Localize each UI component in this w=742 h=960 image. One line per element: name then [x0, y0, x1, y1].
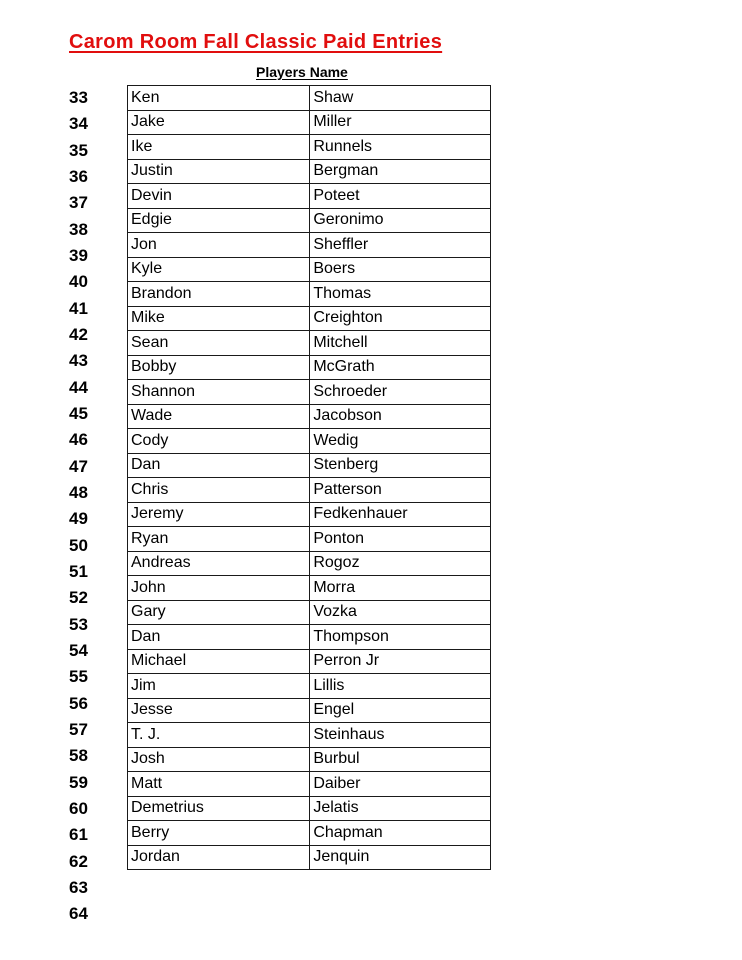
first-name-cell: Jordan [128, 845, 310, 870]
last-name-cell: Patterson [310, 478, 491, 503]
table-row [128, 796, 491, 821]
entry-number: 53 [69, 614, 88, 634]
table-row [128, 502, 491, 527]
column-heading-players-name: Players Name [256, 64, 348, 80]
last-name-cell: Shaw [310, 86, 491, 111]
entry-number: 63 [69, 877, 88, 897]
table-row [128, 723, 491, 748]
last-name-cell: Mitchell [310, 331, 491, 356]
entry-number: 58 [69, 746, 88, 766]
first-name-cell: Matt [128, 772, 310, 797]
first-name-cell: Ryan [128, 527, 310, 552]
first-name-cell: Mike [128, 306, 310, 331]
first-name-cell: Sean [128, 331, 310, 356]
last-name-cell: Steinhaus [310, 723, 491, 748]
last-name-cell: Jenquin [310, 845, 491, 870]
table-row [128, 282, 491, 307]
table-row [128, 110, 491, 135]
table-row [128, 845, 491, 870]
first-name-cell: Gary [128, 600, 310, 625]
last-name-cell: Jelatis [310, 796, 491, 821]
last-name-cell: Perron Jr [310, 649, 491, 674]
first-name-cell: Ken [128, 86, 310, 111]
last-name-cell: Poteet [310, 184, 491, 209]
first-name-cell: Demetrius [128, 796, 310, 821]
table-row [128, 698, 491, 723]
table-row [128, 649, 491, 674]
first-name-cell: Chris [128, 478, 310, 503]
first-name-cell: Jim [128, 674, 310, 699]
entry-number: 61 [69, 825, 88, 845]
first-name-cell: Ike [128, 135, 310, 160]
table-row [128, 674, 491, 699]
table-row [128, 184, 491, 209]
table-row [128, 478, 491, 503]
entry-number: 39 [69, 245, 88, 265]
first-name-cell: Dan [128, 453, 310, 478]
first-name-cell: Cody [128, 429, 310, 454]
first-name-cell: Wade [128, 404, 310, 429]
last-name-cell: Schroeder [310, 380, 491, 405]
first-name-cell: Shannon [128, 380, 310, 405]
entry-number: 62 [69, 851, 88, 871]
first-name-cell: Jake [128, 110, 310, 135]
table-row [128, 551, 491, 576]
first-name-cell: John [128, 576, 310, 601]
last-name-cell: Bergman [310, 159, 491, 184]
table-row [128, 527, 491, 552]
table-row [128, 380, 491, 405]
last-name-cell: Thomas [310, 282, 491, 307]
entry-number: 51 [69, 561, 88, 581]
entry-number: 43 [69, 351, 88, 371]
first-name-cell: Bobby [128, 355, 310, 380]
last-name-cell: Geronimo [310, 208, 491, 233]
first-name-cell: Josh [128, 747, 310, 772]
entry-number: 34 [69, 114, 88, 134]
last-name-cell: Creighton [310, 306, 491, 331]
entry-number: 45 [69, 403, 88, 423]
table-row [128, 404, 491, 429]
table-row [128, 747, 491, 772]
last-name-cell: Morra [310, 576, 491, 601]
last-name-cell: Daiber [310, 772, 491, 797]
first-name-cell: Jeremy [128, 502, 310, 527]
entry-number: 49 [69, 509, 88, 529]
entry-number: 41 [69, 298, 88, 318]
last-name-cell: Sheffler [310, 233, 491, 258]
table-row [128, 135, 491, 160]
first-name-cell: Edgie [128, 208, 310, 233]
entry-number: 47 [69, 456, 88, 476]
entry-number: 44 [69, 377, 88, 397]
first-name-cell: Jesse [128, 698, 310, 723]
entry-number: 48 [69, 482, 88, 502]
entry-number: 36 [69, 166, 88, 186]
first-name-cell: Justin [128, 159, 310, 184]
last-name-cell: Stenberg [310, 453, 491, 478]
last-name-cell: Engel [310, 698, 491, 723]
table-row [128, 208, 491, 233]
table-row [128, 257, 491, 282]
table-row [128, 159, 491, 184]
entry-number: 54 [69, 640, 88, 660]
entry-number: 33 [69, 88, 88, 107]
last-name-cell: Thompson [310, 625, 491, 650]
entry-number: 40 [69, 272, 88, 292]
table-row [128, 576, 491, 601]
last-name-cell: Lillis [310, 674, 491, 699]
table-row [128, 355, 491, 380]
first-name-cell: Dan [128, 625, 310, 650]
last-name-cell: Ponton [310, 527, 491, 552]
table-row [128, 625, 491, 650]
entry-number: 64 [69, 904, 88, 924]
page-title: Carom Room Fall Classic Paid Entries [69, 31, 443, 53]
entry-number-row [0, 875, 742, 901]
first-name-cell: Kyle [128, 257, 310, 282]
entry-number: 57 [69, 719, 88, 739]
first-name-cell: Brandon [128, 282, 310, 307]
last-name-cell: Fedkenhauer [310, 502, 491, 527]
last-name-cell: Miller [310, 110, 491, 135]
entry-number: 55 [69, 667, 88, 687]
entry-number: 37 [69, 193, 88, 213]
entry-number: 52 [69, 588, 88, 608]
first-name-cell: Berry [128, 821, 310, 846]
last-name-cell: Vozka [310, 600, 491, 625]
entry-number: 38 [69, 219, 88, 239]
table-row [128, 306, 491, 331]
first-name-cell: Andreas [128, 551, 310, 576]
last-name-cell: Rogoz [310, 551, 491, 576]
entry-number: 35 [69, 140, 88, 160]
first-name-cell: Michael [128, 649, 310, 674]
entry-number-row [0, 901, 742, 927]
table-row [128, 86, 491, 111]
table-row [128, 453, 491, 478]
entry-number: 56 [69, 693, 88, 713]
table-row [128, 233, 491, 258]
entry-number: 42 [69, 324, 88, 344]
first-name-cell: Devin [128, 184, 310, 209]
last-name-cell: Burbul [310, 747, 491, 772]
table-row [128, 821, 491, 846]
last-name-cell: Wedig [310, 429, 491, 454]
entry-number: 50 [69, 535, 88, 555]
last-name-cell: Chapman [310, 821, 491, 846]
table-row [128, 331, 491, 356]
entry-number: 46 [69, 430, 88, 450]
last-name-cell: McGrath [310, 355, 491, 380]
last-name-cell: Boers [310, 257, 491, 282]
entry-number: 60 [69, 798, 88, 818]
table-row [128, 600, 491, 625]
first-name-cell: Jon [128, 233, 310, 258]
last-name-cell: Runnels [310, 135, 491, 160]
last-name-cell: Jacobson [310, 404, 491, 429]
table-row [128, 429, 491, 454]
first-name-cell: T. J. [128, 723, 310, 748]
table-row [128, 772, 491, 797]
entry-number: 59 [69, 772, 88, 792]
players-table [127, 85, 491, 870]
